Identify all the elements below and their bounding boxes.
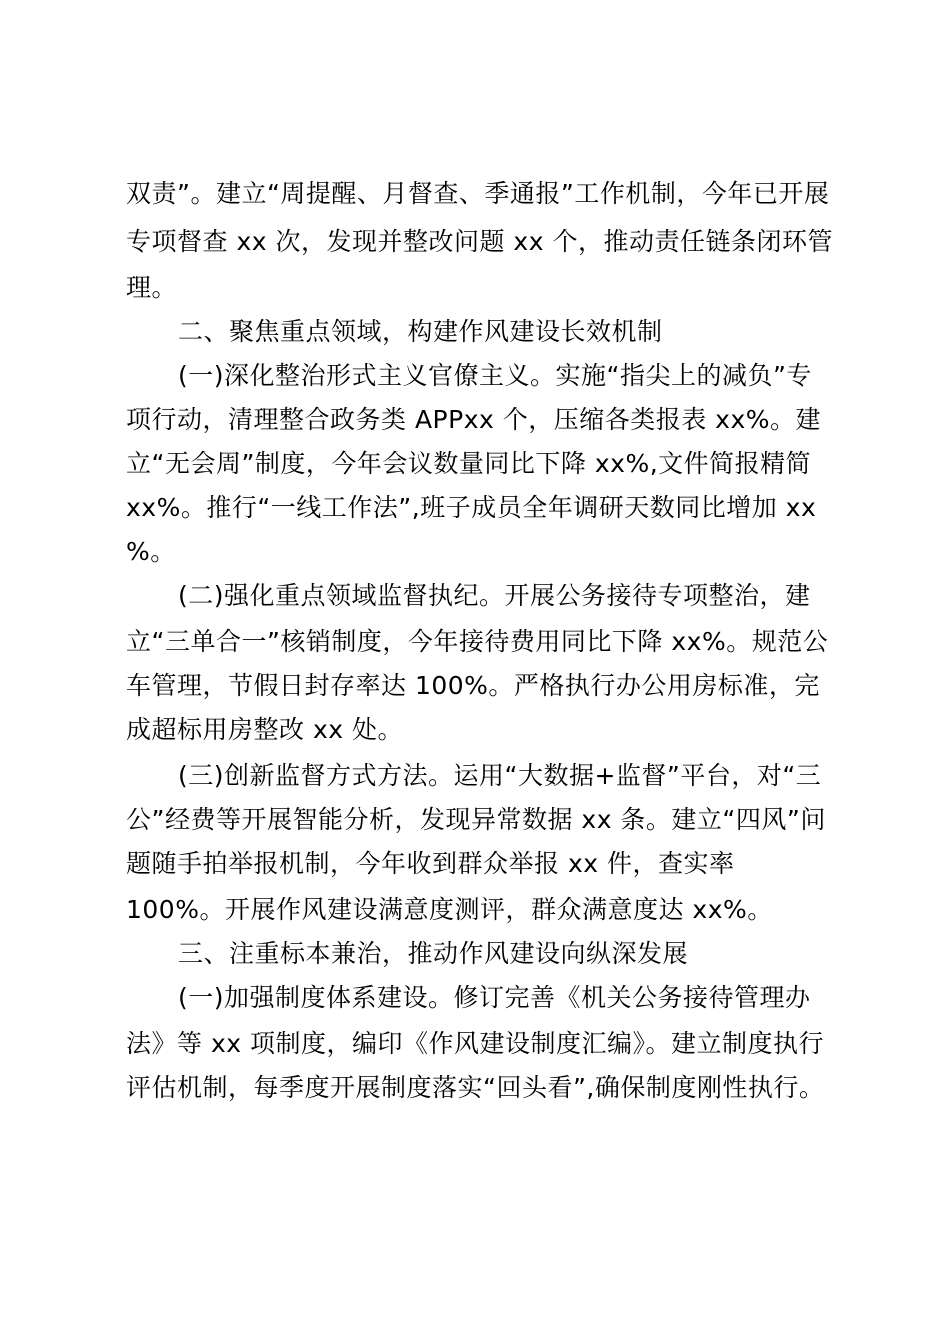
text-line: 专项督查 xx 次，发现并整改问题 xx 个，推动责任链条闭环管 bbox=[126, 227, 833, 256]
text-line: 题随手拍举报机制，今年收到群众举报 xx 件，查实率 bbox=[126, 849, 735, 878]
text-line: (一)深化整治形式主义官僚主义。实施“指尖上的减负”专 bbox=[178, 361, 812, 390]
section-heading-2: 二、聚焦重点领域，构建作风建设长效机制 bbox=[178, 317, 663, 346]
text-line: (二)强化重点领域监督执纪。开展公务接待专项整治，建 bbox=[178, 581, 811, 610]
text-line: 评估机制，每季度开展制度落实“回头看”,确保制度刚性执行。 bbox=[126, 1073, 825, 1102]
text-line: 项行动，清理整合政务类 APPxx 个，压缩各类报表 xx%。建 bbox=[126, 405, 822, 434]
text-line: 公”经费等开展智能分析，发现异常数据 xx 条。建立“四风”问 bbox=[126, 805, 826, 834]
section-heading-3: 三、注重标本兼治，推动作风建设向纵深发展 bbox=[178, 939, 689, 968]
text-line: 100%。开展作风建设满意度测评，群众满意度达 xx%。 bbox=[126, 895, 773, 924]
text-line: %。 bbox=[126, 537, 176, 566]
text-line: (一)加强制度体系建设。修订完善《机关公务接待管理办 bbox=[178, 983, 811, 1012]
text-line: 法》等 xx 项制度，编印《作风建设制度汇编》。建立制度执行 bbox=[126, 1029, 824, 1058]
text-line: 车管理，节假日封存率达 100%。严格执行办公用房标准，完 bbox=[126, 671, 820, 700]
text-line: xx%。推行“一线工作法”,班子成员全年调研天数同比增加 xx bbox=[126, 493, 817, 522]
text-line: 成超标用房整改 xx 处。 bbox=[126, 715, 403, 744]
text-line: 立“无会周”制度，今年会议数量同比下降 xx%,文件简报精简 bbox=[126, 449, 812, 478]
text-line: 立“三单合一”核销制度，今年接待费用同比下降 xx%。规范公 bbox=[126, 627, 829, 656]
text-line: (三)创新监督方式方法。运用“大数据+监督”平台，对“三 bbox=[178, 761, 822, 790]
text-line: 理。 bbox=[126, 273, 178, 302]
text-line: 双责”。建立“周提醒、月督查、季通报”工作机制，今年已开展 bbox=[126, 179, 830, 208]
